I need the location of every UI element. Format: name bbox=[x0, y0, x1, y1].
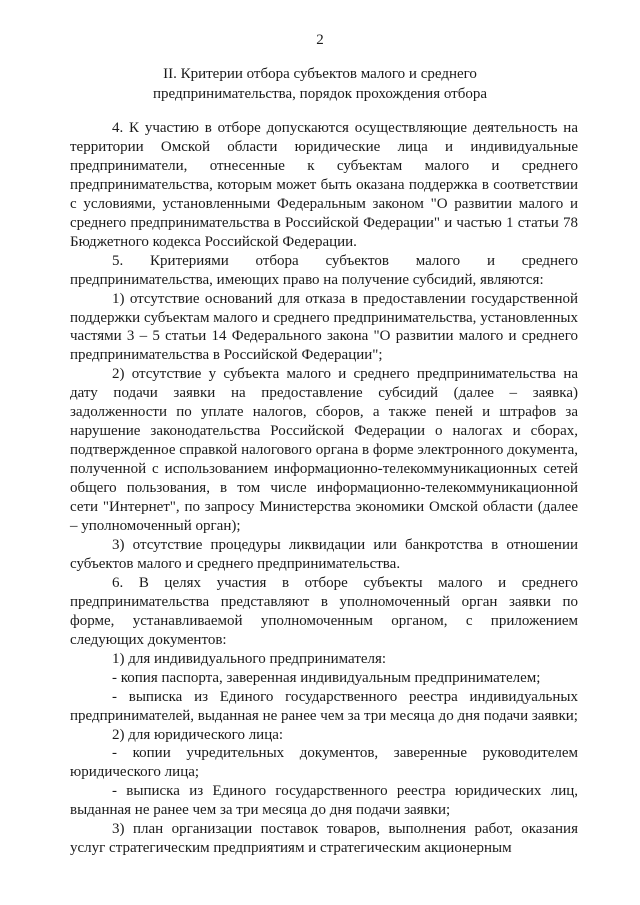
paragraph-6-item-1-bullet-2: - выписка из Единого государственного реестра индивидуальных предпринимателей, выданная не ранее чем за три месяца до дня подачи заявки; bbox=[70, 688, 578, 724]
paragraph-6: 6. В целях участия в отборе субъекты малого и среднего предпринимательства представляют в уполномоченный орган заявки по форме, устанавливаемой уполномоченным органом, с приложением следующих документов: bbox=[70, 574, 578, 648]
paragraph-6-item-2-bullet-2: - выписка из Единого государственного реестра юридических лиц, выданная не ранее чем за три месяца до дня подачи заявки; bbox=[70, 783, 578, 819]
paragraph-5-item-2: 2) отсутствие у субъекта малого и среднего предпринимательства на дату подачи заявки на предоставление субсидий (далее – заявка) задолженности по уплате налогов, сборов, а также пеней и штрафов за нарушение законодательства Российской Федерации о налогах и сборах, подтвержденное справкой налогового органа в форме электронного документа, полученной с использованием информационно-телекоммуникационных сетей общего пользования, в том числе информационно-телекоммуникационной сети "Интернет", по запросу Министерства экономики Омской области (далее – уполномоченный орган); bbox=[70, 366, 578, 535]
paragraph-6-item-1-bullet-1: - копия паспорта, заверенная индивидуальным предпринимателем; bbox=[112, 669, 541, 686]
paragraph-6-item-3: 3) план организации поставок товаров, выполнения работ, оказания услуг стратегическим предприятиям и стратегическим акционерным bbox=[70, 821, 578, 857]
paragraph-4: 4. К участию в отборе допускаются осуществляющие деятельность на территории Омской области юридические лица и индивидуальные предприниматели, отнесенные к субъектам малого и среднего предпринимательства, которым может быть оказана поддержка в соответствии с условиями, установленными Федеральным законом "О развитии малого и среднего предпринимательства в Российской Федерации" и частью 1 статьи 78 Бюджетного кодекса Российской Федерации. bbox=[70, 120, 578, 250]
paragraph-6-item-1: 1) для индивидуального предпринимателя: bbox=[112, 650, 387, 667]
section-title bbox=[70, 64, 570, 104]
section-title-line-1: II. Критерии отбора субъектов малого и среднего bbox=[163, 66, 477, 82]
paragraph-5-item-1: 1) отсутствие оснований для отказа в предоставлении государственной поддержки субъектам малого и среднего предпринимательства, установленных частями 3 – 5 статьи 14 Федерального закона "О развитии малого и среднего предпринимательства в Российской Федерации"; bbox=[70, 290, 578, 364]
paragraph-5-item-3: 3) отсутствие процедуры ликвидации или банкротства в отношении субъектов малого и среднего предпринимательства. bbox=[70, 536, 578, 572]
paragraph-6-item-2: 2) для юридического лица: bbox=[112, 726, 284, 743]
paragraph-6-item-2-bullet-1: - копии учредительных документов, заверенные руководителем юридического лица; bbox=[70, 745, 578, 781]
section-title-line-2: предпринимательства, порядок прохождения отбора bbox=[153, 86, 487, 102]
document-body bbox=[70, 119, 578, 858]
page-number: 2 bbox=[316, 32, 324, 48]
paragraph-5: 5. Критериями отбора субъектов малого и среднего предпринимательства, имеющих право на получение субсидий, являются: bbox=[70, 252, 578, 288]
